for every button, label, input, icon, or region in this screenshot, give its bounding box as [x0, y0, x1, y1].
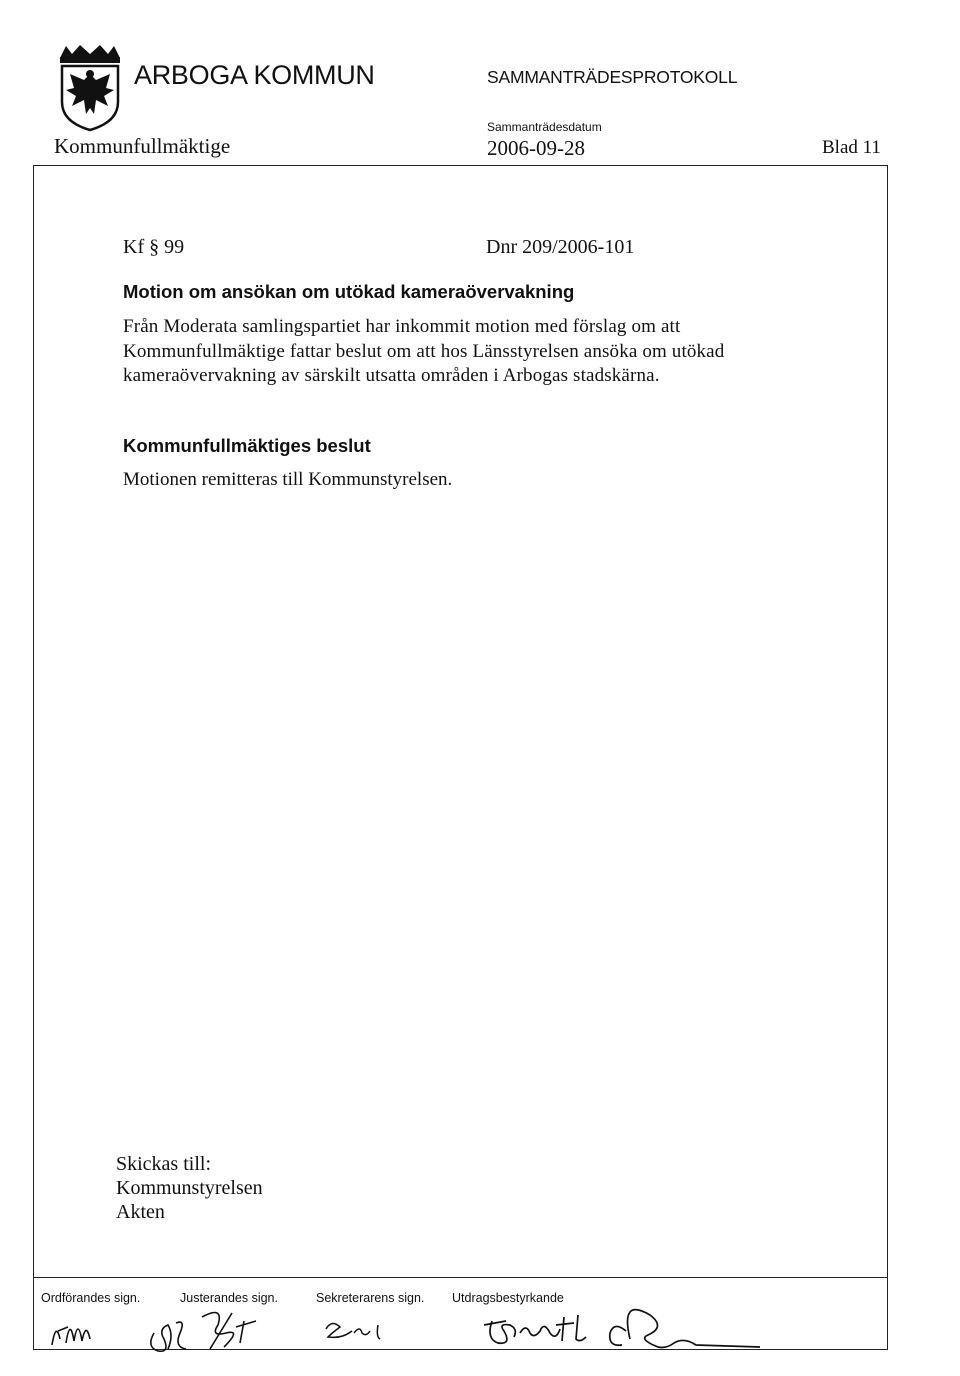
- secretary-signature: [318, 1303, 398, 1348]
- excerpt-signature: [470, 1303, 770, 1363]
- chair-signature-label: Ordförandes sign.: [41, 1291, 141, 1305]
- registry-number: Dnr 209/2006-101: [486, 236, 635, 258]
- adjusters-signature-label: Justerandes sign.: [180, 1291, 278, 1305]
- meeting-date-label: Sammanträdesdatum: [487, 120, 602, 134]
- distribution-recipient: Kommunstyrelsen: [116, 1177, 263, 1199]
- item-paragraph: Från Moderata samlingspartiet har inkommit motion med förslag om att Kommunfullmäktige fattar beslut om att hos Länsstyrelsen ansöka om utökad kameraövervakning av särskilt utsatta områden i Arbogas stadskärna.: [123, 316, 725, 386]
- secretary-signature-label: Sekreterarens sign.: [316, 1291, 425, 1305]
- page-number: Blad 11: [822, 137, 881, 158]
- governing-body: Kommunfullmäktige: [54, 134, 231, 158]
- coat-of-arms-icon: [56, 44, 124, 132]
- distribution-recipient: Akten: [116, 1201, 165, 1223]
- document-type: SAMMANTRÄDESPROTOKOLL: [487, 67, 738, 87]
- section-number: Kf § 99: [123, 236, 185, 258]
- adjuster-signatures: [140, 1303, 270, 1358]
- organization-name: ARBOGA KOMMUN: [134, 60, 375, 90]
- excerpt-certification-label: Utdragsbestyrkande: [452, 1291, 564, 1305]
- item-title: Motion om ansökan om utökad kameraövervakning: [123, 281, 575, 302]
- distribution-label: Skickas till:: [116, 1153, 211, 1175]
- footer-divider: [33, 1277, 888, 1278]
- decision-text: Motionen remitteras till Kommunstyrelsen.: [123, 469, 453, 490]
- meeting-date: 2006-09-28: [487, 136, 585, 160]
- decision-heading: Kommunfullmäktiges beslut: [123, 435, 371, 456]
- chair-signature: [44, 1303, 104, 1353]
